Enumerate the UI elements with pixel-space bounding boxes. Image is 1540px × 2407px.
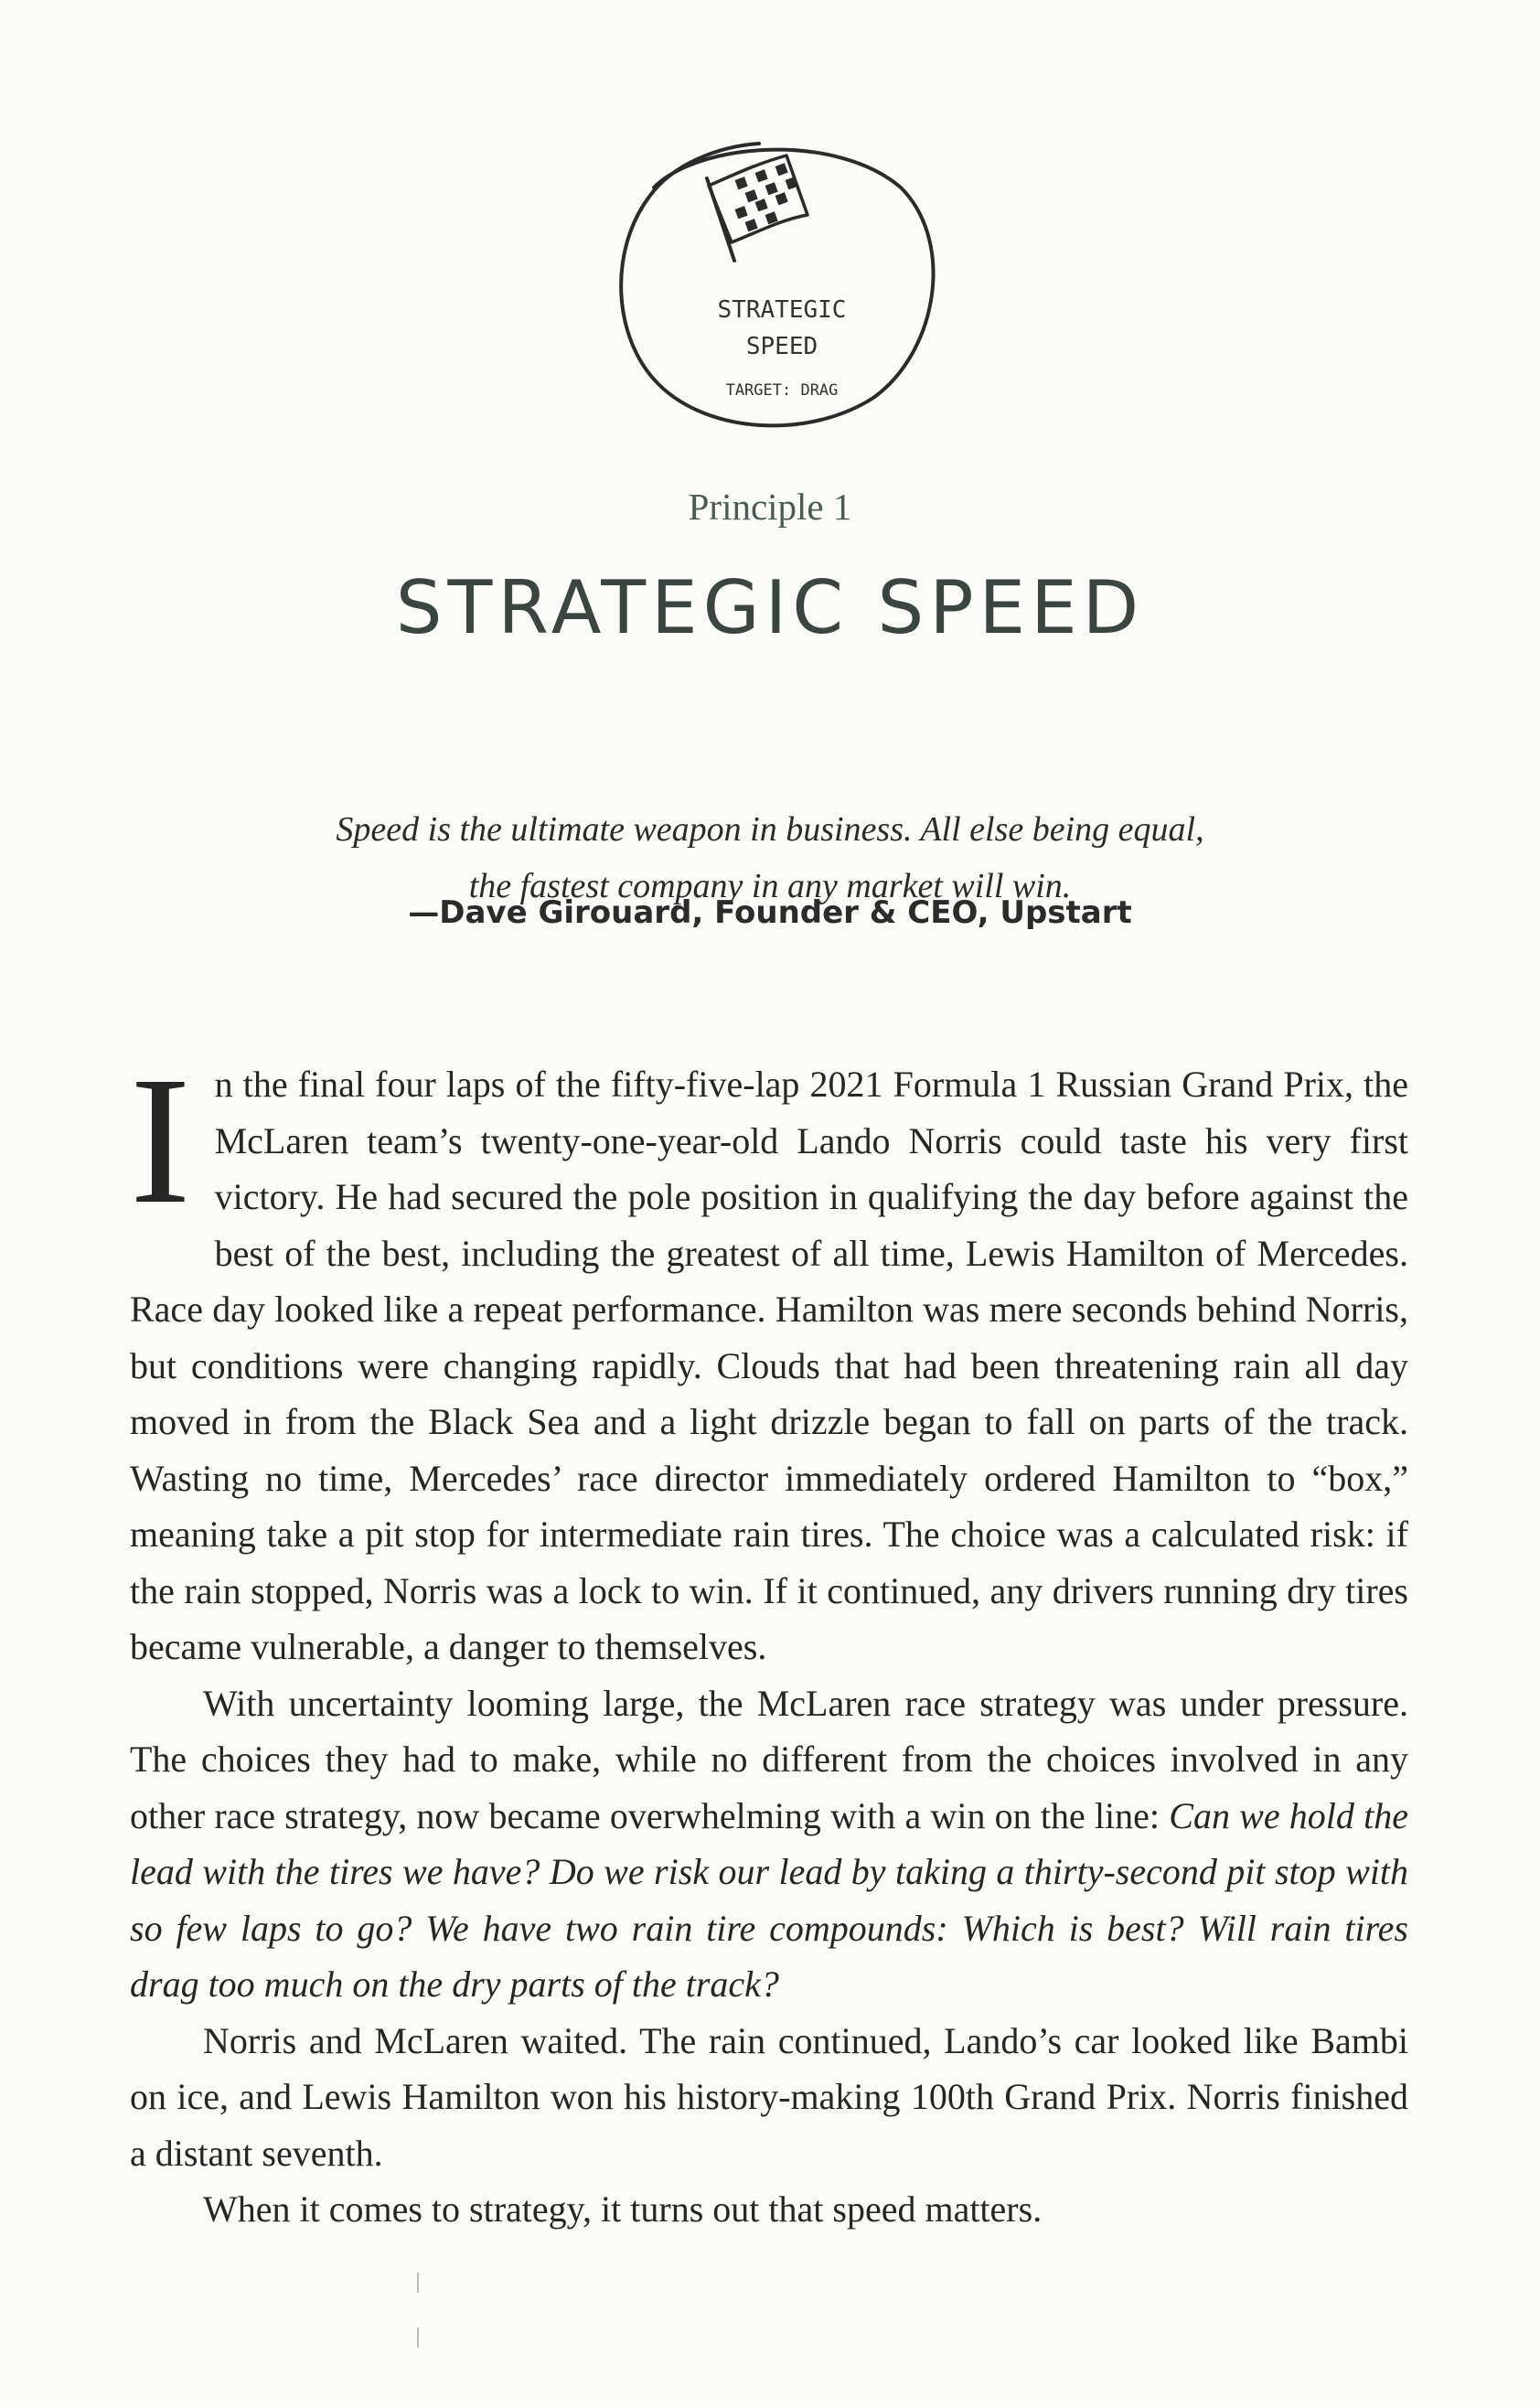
emblem-line-2: SPEED (745, 333, 818, 360)
emblem-line-3: TARGET: DRAG (725, 381, 839, 400)
paragraph-3 (130, 2013, 1408, 2182)
scan-artifact (417, 2327, 419, 2348)
scan-artifact (417, 2273, 419, 2293)
body-text (130, 1040, 1409, 2238)
paragraph-2-italic: Can we hold the lead with the tires we have? Do we risk our lead by taking a thirty-second pit stop with so few laps to go? We have two rain tire compounds: Which is best? Will rain tires drag too much on the dry parts of the track? (130, 1794, 1409, 2005)
principle-label: Principle 1 (688, 486, 852, 528)
chapter-title: STRATEGIC SPEED (395, 565, 1145, 650)
strategic-speed-emblem (599, 123, 946, 439)
epigraph-line-2: the fastest company in any market will win. (468, 867, 1072, 905)
paragraph-2 (130, 1675, 1408, 2013)
paragraph-4-text: When it comes to strategy, it turns out that speed matters. (203, 2188, 1043, 2230)
paragraph-2-text: With uncertainty looming large, the McLaren race strategy was under pressure. The choices they had to make, while no different from the choices involved in any other race strategy, now became overwhelming with a win on the line: (130, 1682, 1408, 1836)
drop-cap: I (130, 1040, 191, 1242)
paragraph-1 (130, 1040, 1408, 1675)
paragraph-3-text: Norris and McLaren waited. The rain continued, Lando’s car looked like Bambi on ice, and Lewis Hamilton won his history-making 100th Grand Prix. Norris finished a distant seventh. (130, 2019, 1408, 2174)
paragraph-4 (130, 2181, 1408, 2238)
paragraph-1-text: n the final four laps of the fifty-five-lap 2021 Formula 1 Russian Grand Prix, the McLaren team’s twenty-one-year-old Lando Norris could taste his very first victory. He had secured the pole position in qualifying the day before against the best of the best, including the greatest of all time, Lewis Hamilton of Mercedes. Race day looked like a repeat performance. Hamilton was mere seconds behind Norris, but conditions were changing rapidly. Clouds that had been threatening rain all day moved in from the Black Sea and a light drizzle began to fall on parts of the track. Wasting no time, Mercedes’ race director immediately ordered Hamilton to “box,” meaning take a pit stop for intermediate rain tires. The choice was a calculated risk: if the rain stopped, Norris was a lock to win. If it continued, any drivers running dry tires became vulnerable, a danger to themselves. (130, 1064, 1408, 1667)
emblem-line-1: STRATEGIC (717, 296, 847, 324)
epigraph-attribution: —Dave Girouard, Founder & CEO, Upstart (408, 894, 1132, 931)
checkered-flag-icon (599, 123, 946, 439)
epigraph-line-1: Speed is the ultimate weapon in business. All else being equal, (336, 810, 1204, 849)
